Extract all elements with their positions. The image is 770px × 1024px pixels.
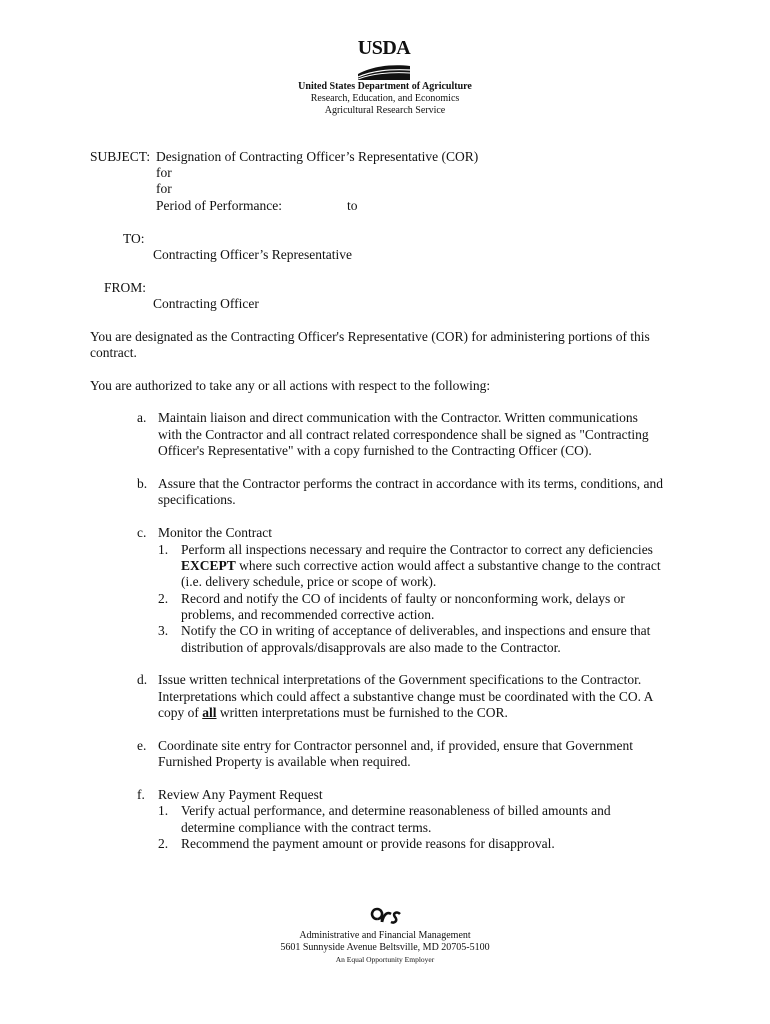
authorized-statement: You are authorized to take any or all actions with respect to the following: [90,378,491,393]
item-d-line-3 [158,705,508,722]
usda-landscape-icon [358,60,410,80]
footer-office: Administrative and Financial Management [299,930,471,941]
from-label: FROM: [104,280,147,295]
footer-eoe: An Equal Opportunity Employer [335,955,435,964]
item-c-1-line-2-rest: where such corrective action would affect a substantive change to the contract [235,558,661,573]
item-f-2-line-1: Recommend the payment amount or provide reasons for disapproval. [181,836,555,851]
service-name: Agricultural Research Service [324,105,446,116]
item-f-heading: Review Any Payment Request [158,787,323,802]
usda-logo [356,38,412,80]
except-emphasis: EXCEPT [181,558,236,573]
item-a-line-3: Officer's Representative" with a copy furnished to the Contracting Officer (CO). [158,443,592,458]
item-c-2-line-2: problems, and recommended corrective action. [181,607,435,622]
item-c-3-line-1: Notify the CO in writing of acceptance of deliverables, and inspections and ensure that [181,623,651,638]
ars-logo-icon [367,905,403,927]
subject-for-2: for [156,181,172,196]
item-b-marker: b. [137,476,148,491]
subject-title: Designation of Contracting Officer’s Representative (COR) [156,149,479,164]
to-role: Contracting Officer’s Representative [153,247,352,262]
item-f-marker: f. [137,787,145,802]
item-c-2-line-1: Record and notify the CO of incidents of faulty or nonconforming work, delays or [181,591,625,606]
item-f-2-marker: 2. [158,836,169,851]
intro-line-2: contract. [90,345,137,360]
all-emphasis: all [202,705,217,720]
item-d-line-2: Interpretations which could affect a substantive change must be coordinated with the CO. A [158,689,654,704]
from-role: Contracting Officer [153,296,259,311]
item-b-line-1: Assure that the Contractor performs the contract in accordance with its terms, conditions, and [158,476,663,491]
item-c-3-marker: 3. [158,623,169,638]
period-to: to [347,198,358,213]
mission-area: Research, Education, and Economics [310,93,460,104]
item-d-line-1: Issue written technical interpretations of the Government specifications to the Contractor. [158,672,642,687]
item-e-line-1: Coordinate site entry for Contractor personnel and, if provided, ensure that Government [158,738,633,753]
item-c-marker: c. [137,525,147,540]
item-f-1-marker: 1. [158,803,169,818]
intro-line-1: You are designated as the Contracting Officer's Representative (COR) for administering portions of this [90,329,650,344]
item-d-marker: d. [137,672,148,687]
item-c-2-marker: 2. [158,591,169,606]
item-e-line-2: Furnished Property is available when required. [158,754,411,769]
item-c-1-line-2 [181,558,661,575]
item-a-line-1: Maintain liaison and direct communication with the Contractor. Written communications [158,410,638,425]
item-a-line-2: with the Contractor and all contract related correspondence shall be signed as "Contracting [158,427,649,442]
item-f-1-line-2: determine compliance with the contract terms. [181,820,432,835]
item-d-line-3-post: written interpretations must be furnished to the COR. [216,705,508,720]
usda-logo-text: USDA [357,37,411,59]
agency-name: United States Department of Agriculture [298,81,472,92]
to-label: TO: [123,231,145,246]
subject-for-1: for [156,165,172,180]
period-label: Period of Performance: [156,198,282,213]
item-c-1-line-3: (i.e. delivery schedule, price or scope of work). [181,574,437,589]
footer-address: 5601 Sunnyside Avenue Beltsville, MD 20705-5100 [280,942,490,953]
item-c-heading: Monitor the Contract [158,525,272,540]
item-c-1-line-1: Perform all inspections necessary and require the Contractor to correct any deficiencies [181,542,653,557]
item-d-line-3-pre: copy of [158,705,203,720]
item-a-marker: a. [137,410,147,425]
item-f-1-line-1: Verify actual performance, and determine reasonableness of billed amounts and [181,803,611,818]
item-e-marker: e. [137,738,147,753]
item-c-1-marker: 1. [158,542,169,557]
subject-label: SUBJECT: [90,149,151,164]
item-b-line-2: specifications. [158,492,236,507]
item-c-3-line-2: distribution of approvals/disapprovals are also made to the Contractor. [181,640,561,655]
